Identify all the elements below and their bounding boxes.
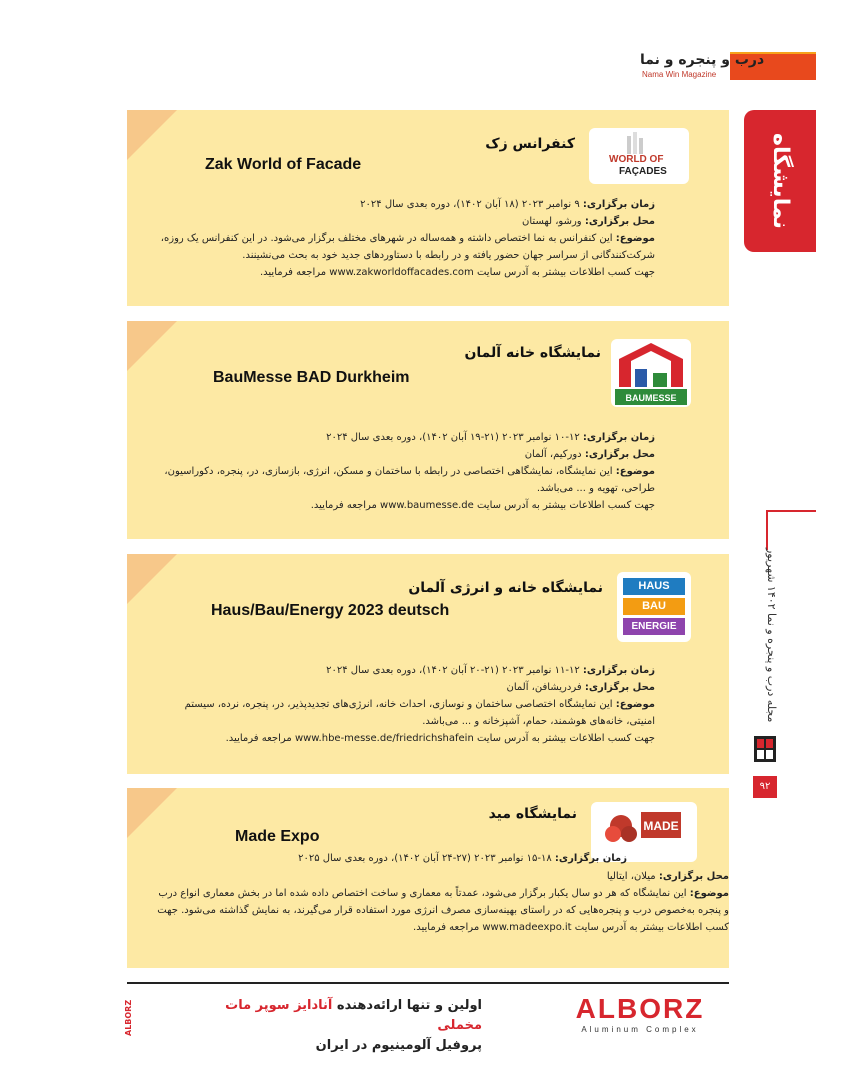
alborz-logo-sub: Aluminum Complex <box>581 1025 699 1034</box>
card-line: محل برگزاری: میلان، ایتالیا <box>606 871 729 882</box>
section-tab <box>744 110 816 252</box>
magazine-issue-info: مجله درب و پنجره و نما ۱۴۰۲ شهریور <box>765 548 778 723</box>
card-title-en: Made Expo <box>235 828 320 845</box>
footer-line2: پروفیل آلومینیوم در ایران <box>315 1038 482 1053</box>
card-line: زمان برگزاری: ۱۲-۱۱ نوامبر ۲۰۲۳ (۲۱-۲۰ آبان ۱۴۰۲)، دوره بعدی سال ۲۰۲۴ <box>326 665 655 676</box>
card-line: زمان برگزاری: ۱۲-۱۰ نوامبر ۲۰۲۳ (۲۱-۱۹ آبان ۱۴۰۲)، دوره بعدی سال ۲۰۲۴ <box>326 432 655 443</box>
card-line: جهت کسب اطلاعات بیشتر به آدرس سایت www.baumesse.de مراجعه فرمایید. <box>310 500 655 511</box>
section-tab-label: نمایشگاه <box>768 133 793 229</box>
exhibition-card-made <box>127 788 729 968</box>
card-line: محل برگزاری: فردریشافن، آلمان <box>506 682 655 693</box>
alborz-logo <box>552 994 728 1034</box>
card-line: جهت کسب اطلاعات بیشتر به آدرس سایت www.zakworldoffacades.com مراجعه فرمایید. <box>259 267 655 278</box>
window-icon <box>752 732 778 766</box>
card-line: موضوع: این نمایشگاه، نمایشگاهی اختصاصی در رابطه با ساختمان و مسکن، انرژی، بازسازی، در، پنجره، دکوراسیون، طراحی، تهویه و ... می‌باشد. <box>164 466 655 494</box>
card-line: محل برگزاری: ورشو، لهستان <box>522 216 655 227</box>
card-line: موضوع: این نمایشگاه اختصاصی ساختمان و نوسازی، احداث خانه، انرژی‌های تجدیدپذیر، در، پنجره، نرده، سیستم امنیتی، خانه‌های هوشمند، حمام، آشپزخانه و ... می‌باشد. <box>184 699 655 727</box>
card-title-en: BauMesse BAD Durkheim <box>213 369 410 386</box>
card-body <box>157 850 627 867</box>
card-line: جهت کسب اطلاعات بیشتر به آدرس سایت www.hbe-messe.de/friedrichshafein مراجعه فرمایید. <box>225 733 655 744</box>
made-logo-text: MADE <box>643 819 679 833</box>
magazine-logo-fa: درب و پنجره و نما <box>640 52 765 68</box>
exhibition-card-baumesse <box>127 321 729 539</box>
page-number: ۹۲ <box>753 776 777 798</box>
card-body <box>157 662 655 747</box>
hbe-logo-bau: BAU <box>623 598 685 615</box>
exhibition-card-zak <box>127 110 729 306</box>
baumesse-logo-text: BAUMESSE <box>625 393 677 403</box>
baumesse-logo <box>611 339 691 407</box>
card-title-en: Zak World of Facade <box>205 156 362 173</box>
footer-line1: اولین و تنها ارائه‌دهنده <box>336 998 482 1013</box>
magazine-logo-en: Nama Win Magazine <box>642 70 717 79</box>
footer-advert-text <box>190 996 482 1056</box>
card-line: محل برگزاری: دورکیم، آلمان <box>524 449 655 460</box>
magazine-logo <box>640 52 816 82</box>
card-body <box>157 196 655 281</box>
zak-logo-text-2: FAÇADES <box>619 166 667 177</box>
card-line: موضوع: این نمایشگاه که هر دو سال یکبار برگزار می‌شود، عمدتاً به معماری و ساخت اختصاص داده شده اما در بخش معماری انواع درب و پنجره به‌خصوص درب و پنجره‌هایی که در راستای بهینه‌سازی مصرف انرژی مورد استفاده قرار می‌گیرند، به نمایش گذاشته می‌شود. جهت کسب اطلاعات بیشتر به آدرس سایت www.madeexpo.it مراجعه فرمایید. <box>157 888 729 933</box>
footer-divider <box>127 982 729 984</box>
card-title-fa: نمایشگاه خانه و انرژی آلمان <box>408 580 603 596</box>
card-body-2 <box>157 868 729 936</box>
card-title-fa: کنفرانس زک <box>485 136 575 152</box>
card-line: زمان برگزاری: ۹ نوامبر ۲۰۲۳ (۱۸ آبان ۱۴۰۲)، دوره بعدی سال ۲۰۲۴ <box>360 199 655 210</box>
card-title-en: Haus/Bau/Energy 2023 deutsch <box>211 602 450 619</box>
card-line: موضوع: این کنفرانس به نما اختصاص داشته و همه‌ساله در شهرهای مختلف برگزار می‌شود. در این کنفرانس یک روزه، شرکت‌کنندگانی از سراسر جهان حضور یافته و در رابطه با دستاوردهای جدید خود به بحث می‌نشینند. <box>160 233 655 261</box>
side-rule-vertical <box>766 510 768 550</box>
exhibition-card-hbe <box>127 554 729 774</box>
card-title-fa: نمایشگاه خانه آلمان <box>464 345 601 361</box>
hbe-logo-haus: HAUS <box>623 578 685 595</box>
alborz-logo-text: ALBORZ <box>575 994 705 1024</box>
footer-highlight: آنادایز سوپر مات مخملی <box>225 998 482 1033</box>
zak-logo <box>589 128 689 184</box>
card-title-fa: نمایشگاه مید <box>488 806 577 822</box>
card-line: زمان برگزاری: ۱۸-۱۵ نوامبر ۲۰۲۳ (۲۷-۲۴ آبان ۱۴۰۲)، دوره بعدی سال ۲۰۲۵ <box>298 853 627 864</box>
hbe-logo <box>617 572 691 642</box>
card-body <box>157 429 655 514</box>
hbe-logo-energie: ENERGIE <box>623 618 685 635</box>
side-rule <box>766 510 816 512</box>
alborz-vertical-brand: ALBORZ <box>124 999 133 1036</box>
zak-logo-text-1: WORLD OF <box>609 154 664 165</box>
